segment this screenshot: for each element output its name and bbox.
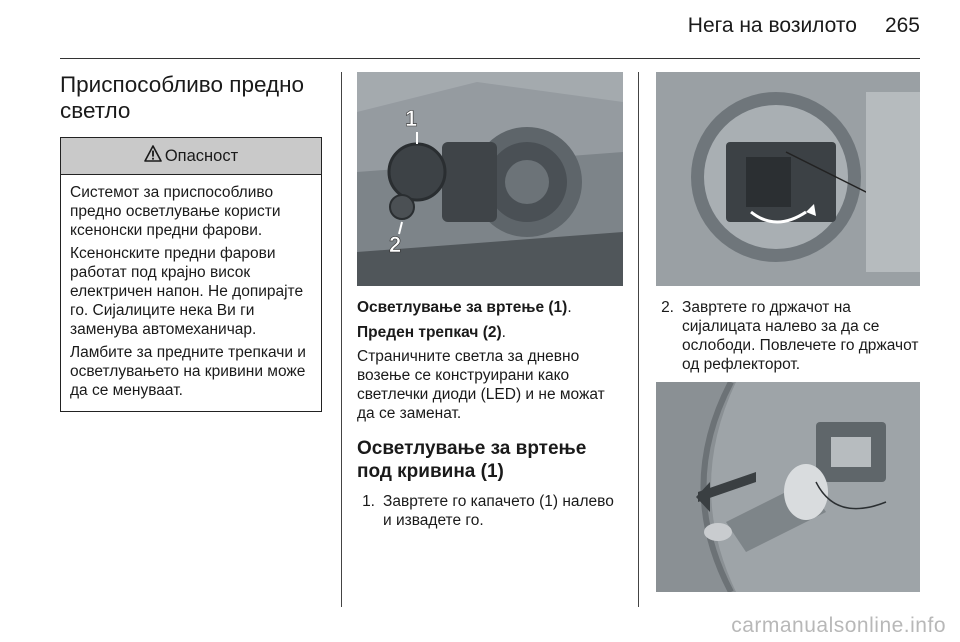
list-item: 1. Завртете го капачето (1) налево и извадете го.: [362, 493, 614, 529]
header-rule: [60, 58, 920, 59]
headlamp-photo: [357, 72, 623, 286]
steps-list: [656, 298, 920, 374]
header-title: Нега на возилото: [687, 14, 857, 37]
warning-triangle-icon: [144, 145, 162, 167]
bulb-removal-photo: [656, 382, 920, 592]
watermark: carmanualsonline.info: [731, 614, 946, 637]
drl-note: Страничните светла за дневно возење се конструирани како светлечки диоди (LED) и не можат да се заменат.: [357, 348, 605, 422]
page-header: [688, 14, 920, 38]
warning-header: [61, 138, 321, 175]
section-title: Приспособливо предно светло: [60, 72, 305, 123]
warning-body: [61, 175, 321, 411]
callout-2: 2: [389, 232, 402, 257]
steps-list: [357, 492, 623, 530]
left-column: [60, 72, 322, 412]
list-item: 2. Завртете го држачот на сијалицата налево за да се ослободи. Повлечете го држачот од рефлекторот.: [661, 299, 919, 373]
page-number: 265: [884, 14, 920, 37]
warning-title: Опасност: [164, 146, 239, 165]
subheading-cornering-light: Осветлување за вртење под кривина (1): [357, 438, 587, 482]
column-divider: [638, 72, 639, 607]
warning-paragraph: Системот за приспособливо предно осветлување користи ксенонски предни фарови.: [70, 184, 281, 239]
warning-paragraph: Ламбите за предните трепкачи и осветлувањето на кривини може да се менуваат.: [70, 344, 306, 399]
right-column: [656, 72, 920, 592]
danger-warning-box: [60, 137, 322, 412]
callout-1: 1: [405, 106, 418, 131]
bulb-holder-photo: [656, 72, 920, 286]
caption-cornering-light: Осветлување за вртење (1).: [357, 299, 572, 316]
caption-turn-signal: Преден трепкач (2).: [357, 324, 506, 341]
warning-paragraph: Ксенонските предни фарови работат под крајно висок електричен напон. Не допирајте го. Сијалиците нека Ви ги заменува автомеханичар.: [70, 245, 304, 338]
middle-column: [357, 72, 623, 530]
column-divider: [341, 72, 342, 607]
